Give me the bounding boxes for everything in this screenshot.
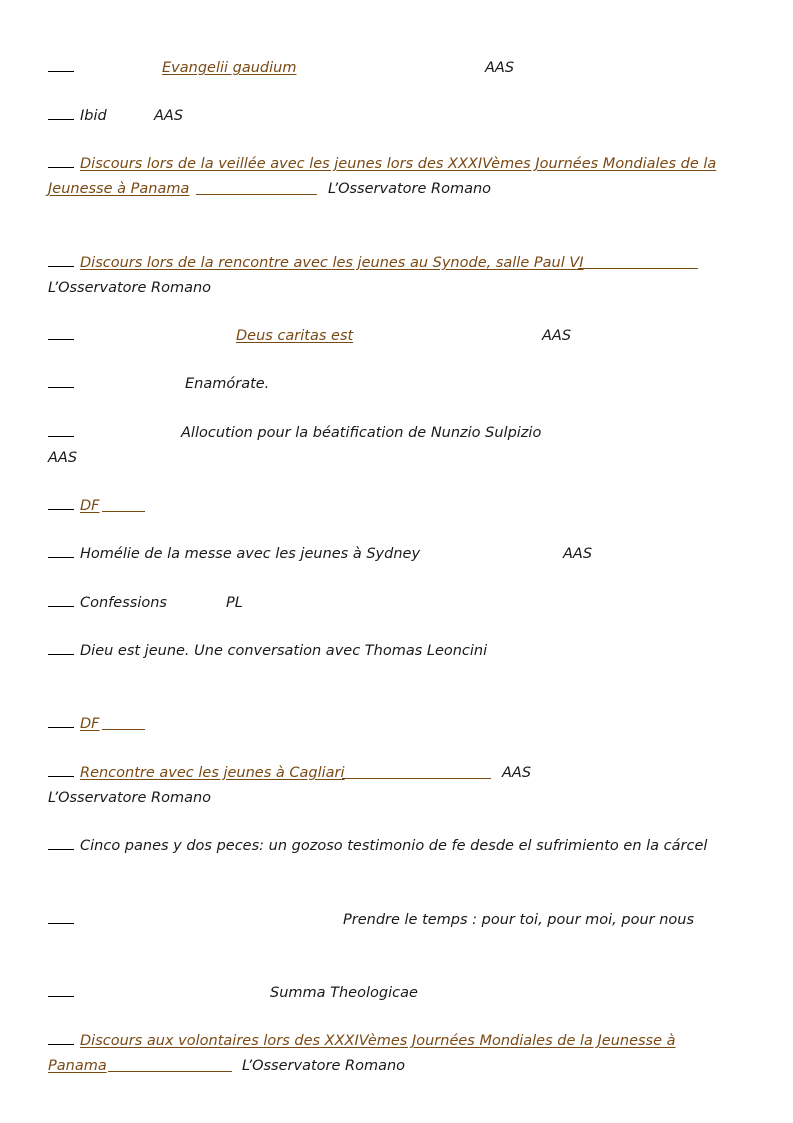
reference-source: L’Osservatore Romano [242,1058,406,1074]
reference-title-link[interactable]: DF [80,716,100,732]
footnote-entry [48,497,74,515]
footnote-entry [48,545,74,563]
footnote-number-blank [48,594,74,607]
footnote-entry [48,837,74,855]
reference-title: Homélie de la messe avec les jeunes à Sydney [80,546,421,562]
reference-title: Cinco panes y dos peces: un gozoso testimonio de fe desde el sufrimiento en la cárcel [80,838,708,854]
reference-title-link-continued[interactable]: Jeunesse à Panama [48,181,190,197]
footnote-entry [48,59,74,77]
footnote-entry [48,1032,74,1050]
title-underline-fill [342,766,491,779]
reference-source: AAS [485,60,515,76]
reference-title: Summa Theologicae [270,985,418,1001]
footnote-entry [48,375,74,393]
reference-source: L’Osservatore Romano [48,280,212,296]
reference-title-link-continued[interactable]: Panama [48,1058,107,1074]
title-underline-fill [108,1059,232,1072]
footnote-number-blank [48,424,74,437]
footnote-number-blank [48,327,74,340]
reference-title-link[interactable]: Discours aux volontaires lors des XXXIVèmes Journées Mondiales de la Jeunesse à [80,1033,676,1049]
footnote-number-blank [48,984,74,997]
footnote-entry [48,155,74,173]
reference-title: Confessions [80,595,167,611]
reference-title-link[interactable]: Rencontre avec les jeunes à Cagliari [80,765,345,781]
footnote-entry [48,254,74,272]
reference-title: Dieu est jeune. Une conversation avec Thomas Leoncini [80,643,488,659]
reference-title-link[interactable]: Deus caritas est [236,328,354,344]
footnote-number-blank [48,375,74,388]
reference-source: AAS [154,108,184,124]
title-underline-fill [102,499,145,512]
reference-title-link[interactable]: Evangelii gaudium [162,60,297,76]
footnote-number-blank [48,155,74,168]
footnote-entry [48,424,74,442]
footnote-number-blank [48,911,74,924]
footnote-number-blank [48,1032,74,1045]
footnote-number-blank [48,254,74,267]
footnote-number-blank [48,642,74,655]
reference-source: AAS [48,450,78,466]
footnote-number-blank [48,764,74,777]
footnote-number-blank [48,545,74,558]
reference-title-link[interactable]: Discours lors de la rencontre avec les jeunes au Synode, salle Paul VI [80,255,584,271]
footnote-entry [48,764,74,782]
footnote-entry [48,107,74,125]
reference-title: Enamórate. [185,376,270,392]
title-underline-fill [578,256,698,269]
reference-title: Allocution pour la béatification de Nunzio Sulpizio [181,425,542,441]
reference-title-link[interactable]: Discours lors de la veillée avec les jeunes lors des XXXIVèmes Journées Mondiales de la [80,156,717,172]
footnote-number-blank [48,107,74,120]
footnote-entry [48,594,74,612]
footnote-entry [48,642,74,660]
reference-source: AAS [502,765,532,781]
reference-source: AAS [563,546,593,562]
reference-source: L’Osservatore Romano [328,181,492,197]
footnote-number-blank [48,715,74,728]
footnote-entry [48,715,74,733]
footnote-entry [48,327,74,345]
reference-title: Prendre le temps : pour toi, pour moi, pour nous [343,912,695,928]
footnote-entry [48,984,74,1002]
reference-source: PL [226,595,243,611]
footnote-number-blank [48,837,74,850]
title-underline-fill [102,717,145,730]
reference-source: AAS [542,328,572,344]
footnote-entry [48,911,74,929]
title-underline-fill [196,182,317,195]
footnote-number-blank [48,59,74,72]
reference-title: Ibid [80,108,107,124]
footnote-number-blank [48,497,74,510]
reference-source: L’Osservatore Romano [48,790,212,806]
reference-title-link[interactable]: DF [80,498,100,514]
